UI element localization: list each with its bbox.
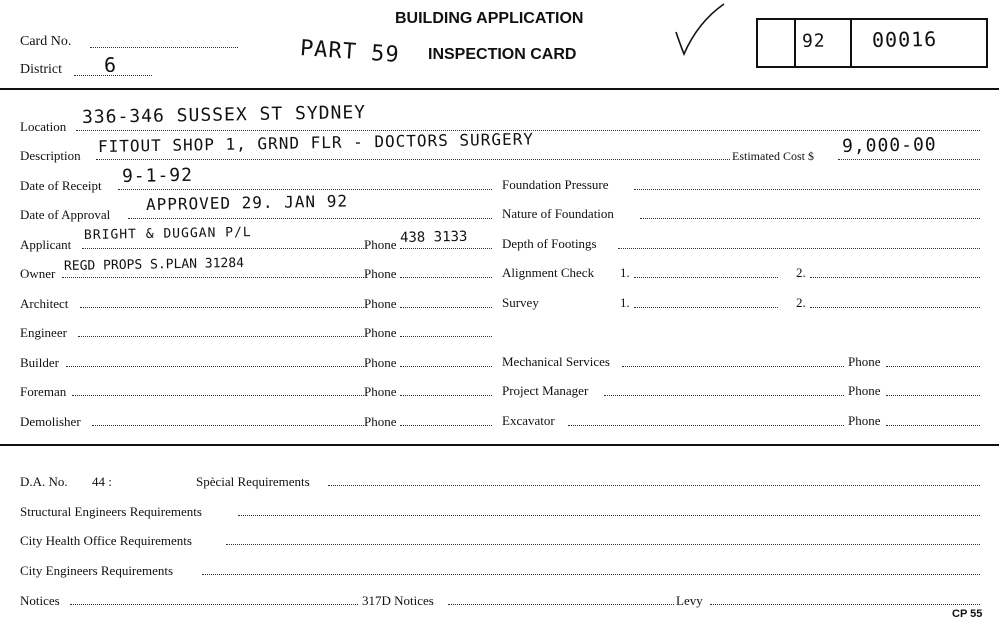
alignment-num-2: 2. <box>796 265 806 280</box>
applicant-phone-field[interactable] <box>400 248 492 249</box>
project-manager-phone-label: Phone <box>848 383 881 398</box>
da-no-value: 44 : <box>92 474 112 489</box>
foreman-label: Foreman <box>20 384 67 399</box>
mechanical-label: Mechanical Services <box>502 354 610 369</box>
notices-317d-field[interactable] <box>448 604 674 605</box>
date-approval-field[interactable] <box>128 218 492 219</box>
district-value: 6 <box>103 52 118 77</box>
location-label: Location <box>20 119 67 134</box>
location-value: 336-346 SUSSEX ST SYDNEY <box>81 102 367 128</box>
builder-phone-field[interactable] <box>400 366 492 367</box>
description-value: FITOUT SHOP 1, GRND FLR - DOCTORS SURGERY <box>97 129 535 156</box>
description-label: Description <box>20 148 81 163</box>
foreman-phone-field[interactable] <box>400 395 492 396</box>
foreman-field[interactable] <box>72 395 364 396</box>
date-approval-value: APPROVED 29. JAN 92 <box>145 191 349 214</box>
levy-label: Levy <box>676 593 703 608</box>
city-engineers-requirements-field[interactable] <box>202 574 980 575</box>
foreman-phone-label: Phone <box>364 384 397 399</box>
part-handwritten: PART 59 <box>299 36 401 68</box>
demolisher-phone-field[interactable] <box>400 425 492 426</box>
project-manager-label: Project Manager <box>502 383 589 398</box>
levy-field[interactable] <box>710 604 980 605</box>
notices-field[interactable] <box>70 604 358 605</box>
survey-label: Survey <box>502 295 539 310</box>
survey-num-2: 2. <box>796 295 806 310</box>
alignment-field-2[interactable] <box>810 277 980 278</box>
architect-label: Architect <box>20 296 69 311</box>
applicant-label: Applicant <box>20 237 72 252</box>
foundation-pressure-field[interactable] <box>634 189 980 190</box>
date-receipt-value: 9-1-92 <box>121 164 194 187</box>
excavator-phone-field[interactable] <box>886 425 980 426</box>
requirements-divider <box>0 444 999 446</box>
card-no-field[interactable] <box>90 47 238 48</box>
district-label: District <box>20 62 62 77</box>
check-mark-icon <box>668 2 728 58</box>
architect-phone-field[interactable] <box>400 307 492 308</box>
owner-phone-label: Phone <box>364 266 397 281</box>
alignment-field-1[interactable] <box>634 277 778 278</box>
depth-footings-field[interactable] <box>618 248 980 249</box>
architect-field[interactable] <box>80 307 364 308</box>
mechanical-phone-field[interactable] <box>886 366 980 367</box>
special-requirements-label: Spècial Requirements <box>196 474 310 489</box>
health-requirements-label: City Health Office Requirements <box>20 533 192 548</box>
card-no-label: Card No. <box>20 34 72 49</box>
owner-label: Owner <box>20 266 56 281</box>
da-no-label: D.A. No. <box>20 474 68 489</box>
file-box-divider-2 <box>850 18 852 66</box>
estimated-cost-value: 9,000-00 <box>841 134 937 157</box>
builder-field[interactable] <box>66 366 364 367</box>
applicant-field[interactable] <box>82 248 364 249</box>
builder-phone-label: Phone <box>364 355 397 370</box>
engineer-field[interactable] <box>78 336 364 337</box>
survey-field-1[interactable] <box>634 307 778 308</box>
owner-field[interactable] <box>62 277 364 278</box>
date-approval-label: Date of Approval <box>20 207 111 222</box>
file-box-divider-1 <box>794 18 796 66</box>
structural-requirements-field[interactable] <box>238 515 980 516</box>
architect-phone-label: Phone <box>364 296 397 311</box>
nature-foundation-field[interactable] <box>640 218 980 219</box>
engineer-label: Engineer <box>20 325 67 340</box>
demolisher-label: Demolisher <box>20 414 81 429</box>
owner-phone-field[interactable] <box>400 277 492 278</box>
engineer-phone-label: Phone <box>364 325 397 340</box>
demolisher-phone-label: Phone <box>364 414 397 429</box>
notices-317d-label: 317D Notices <box>362 593 434 608</box>
builder-label: Builder <box>20 355 59 370</box>
depth-footings-label: Depth of Footings <box>502 236 597 251</box>
file-number-cell-1: 92 <box>801 30 826 52</box>
excavator-field[interactable] <box>568 425 844 426</box>
mechanical-field[interactable] <box>622 366 844 367</box>
special-requirements-field[interactable] <box>328 485 980 486</box>
health-requirements-field[interactable] <box>226 544 980 545</box>
excavator-label: Excavator <box>502 413 555 428</box>
alignment-num-1: 1. <box>620 265 630 280</box>
file-number-cell-2: 00016 <box>871 26 938 52</box>
estimated-cost-label: Estimated Cost $ <box>732 149 814 163</box>
structural-requirements-label: Structural Engineers Requirements <box>20 504 202 519</box>
date-receipt-label: Date of Receipt <box>20 178 102 193</box>
excavator-phone-label: Phone <box>848 413 881 428</box>
survey-field-2[interactable] <box>810 307 980 308</box>
nature-foundation-label: Nature of Foundation <box>502 206 614 221</box>
title-line2: INSPECTION CARD <box>428 46 577 63</box>
foundation-pressure-label: Foundation Pressure <box>502 177 609 192</box>
header-divider <box>0 88 999 90</box>
mechanical-phone-label: Phone <box>848 354 881 369</box>
notices-label: Notices <box>20 593 60 608</box>
demolisher-field[interactable] <box>92 425 364 426</box>
city-engineers-requirements-label: City Engineers Requirements <box>20 563 174 578</box>
date-receipt-field[interactable] <box>118 189 492 190</box>
owner-value: REGD PROPS S.PLAN 31284 <box>63 255 245 274</box>
applicant-phone-value: 438 3133 <box>399 228 468 246</box>
project-manager-field[interactable] <box>604 395 844 396</box>
project-manager-phone-field[interactable] <box>886 395 980 396</box>
applicant-phone-label: Phone <box>364 237 397 252</box>
title-line1: BUILDING APPLICATION <box>395 10 584 27</box>
engineer-phone-field[interactable] <box>400 336 492 337</box>
alignment-check-label: Alignment Check <box>502 265 595 280</box>
description-field[interactable] <box>96 159 730 160</box>
survey-num-1: 1. <box>620 295 630 310</box>
estimated-cost-field[interactable] <box>838 159 980 160</box>
applicant-value: BRIGHT & DUGGAN P/L <box>83 225 252 243</box>
form-code: CP 55 <box>952 608 983 620</box>
